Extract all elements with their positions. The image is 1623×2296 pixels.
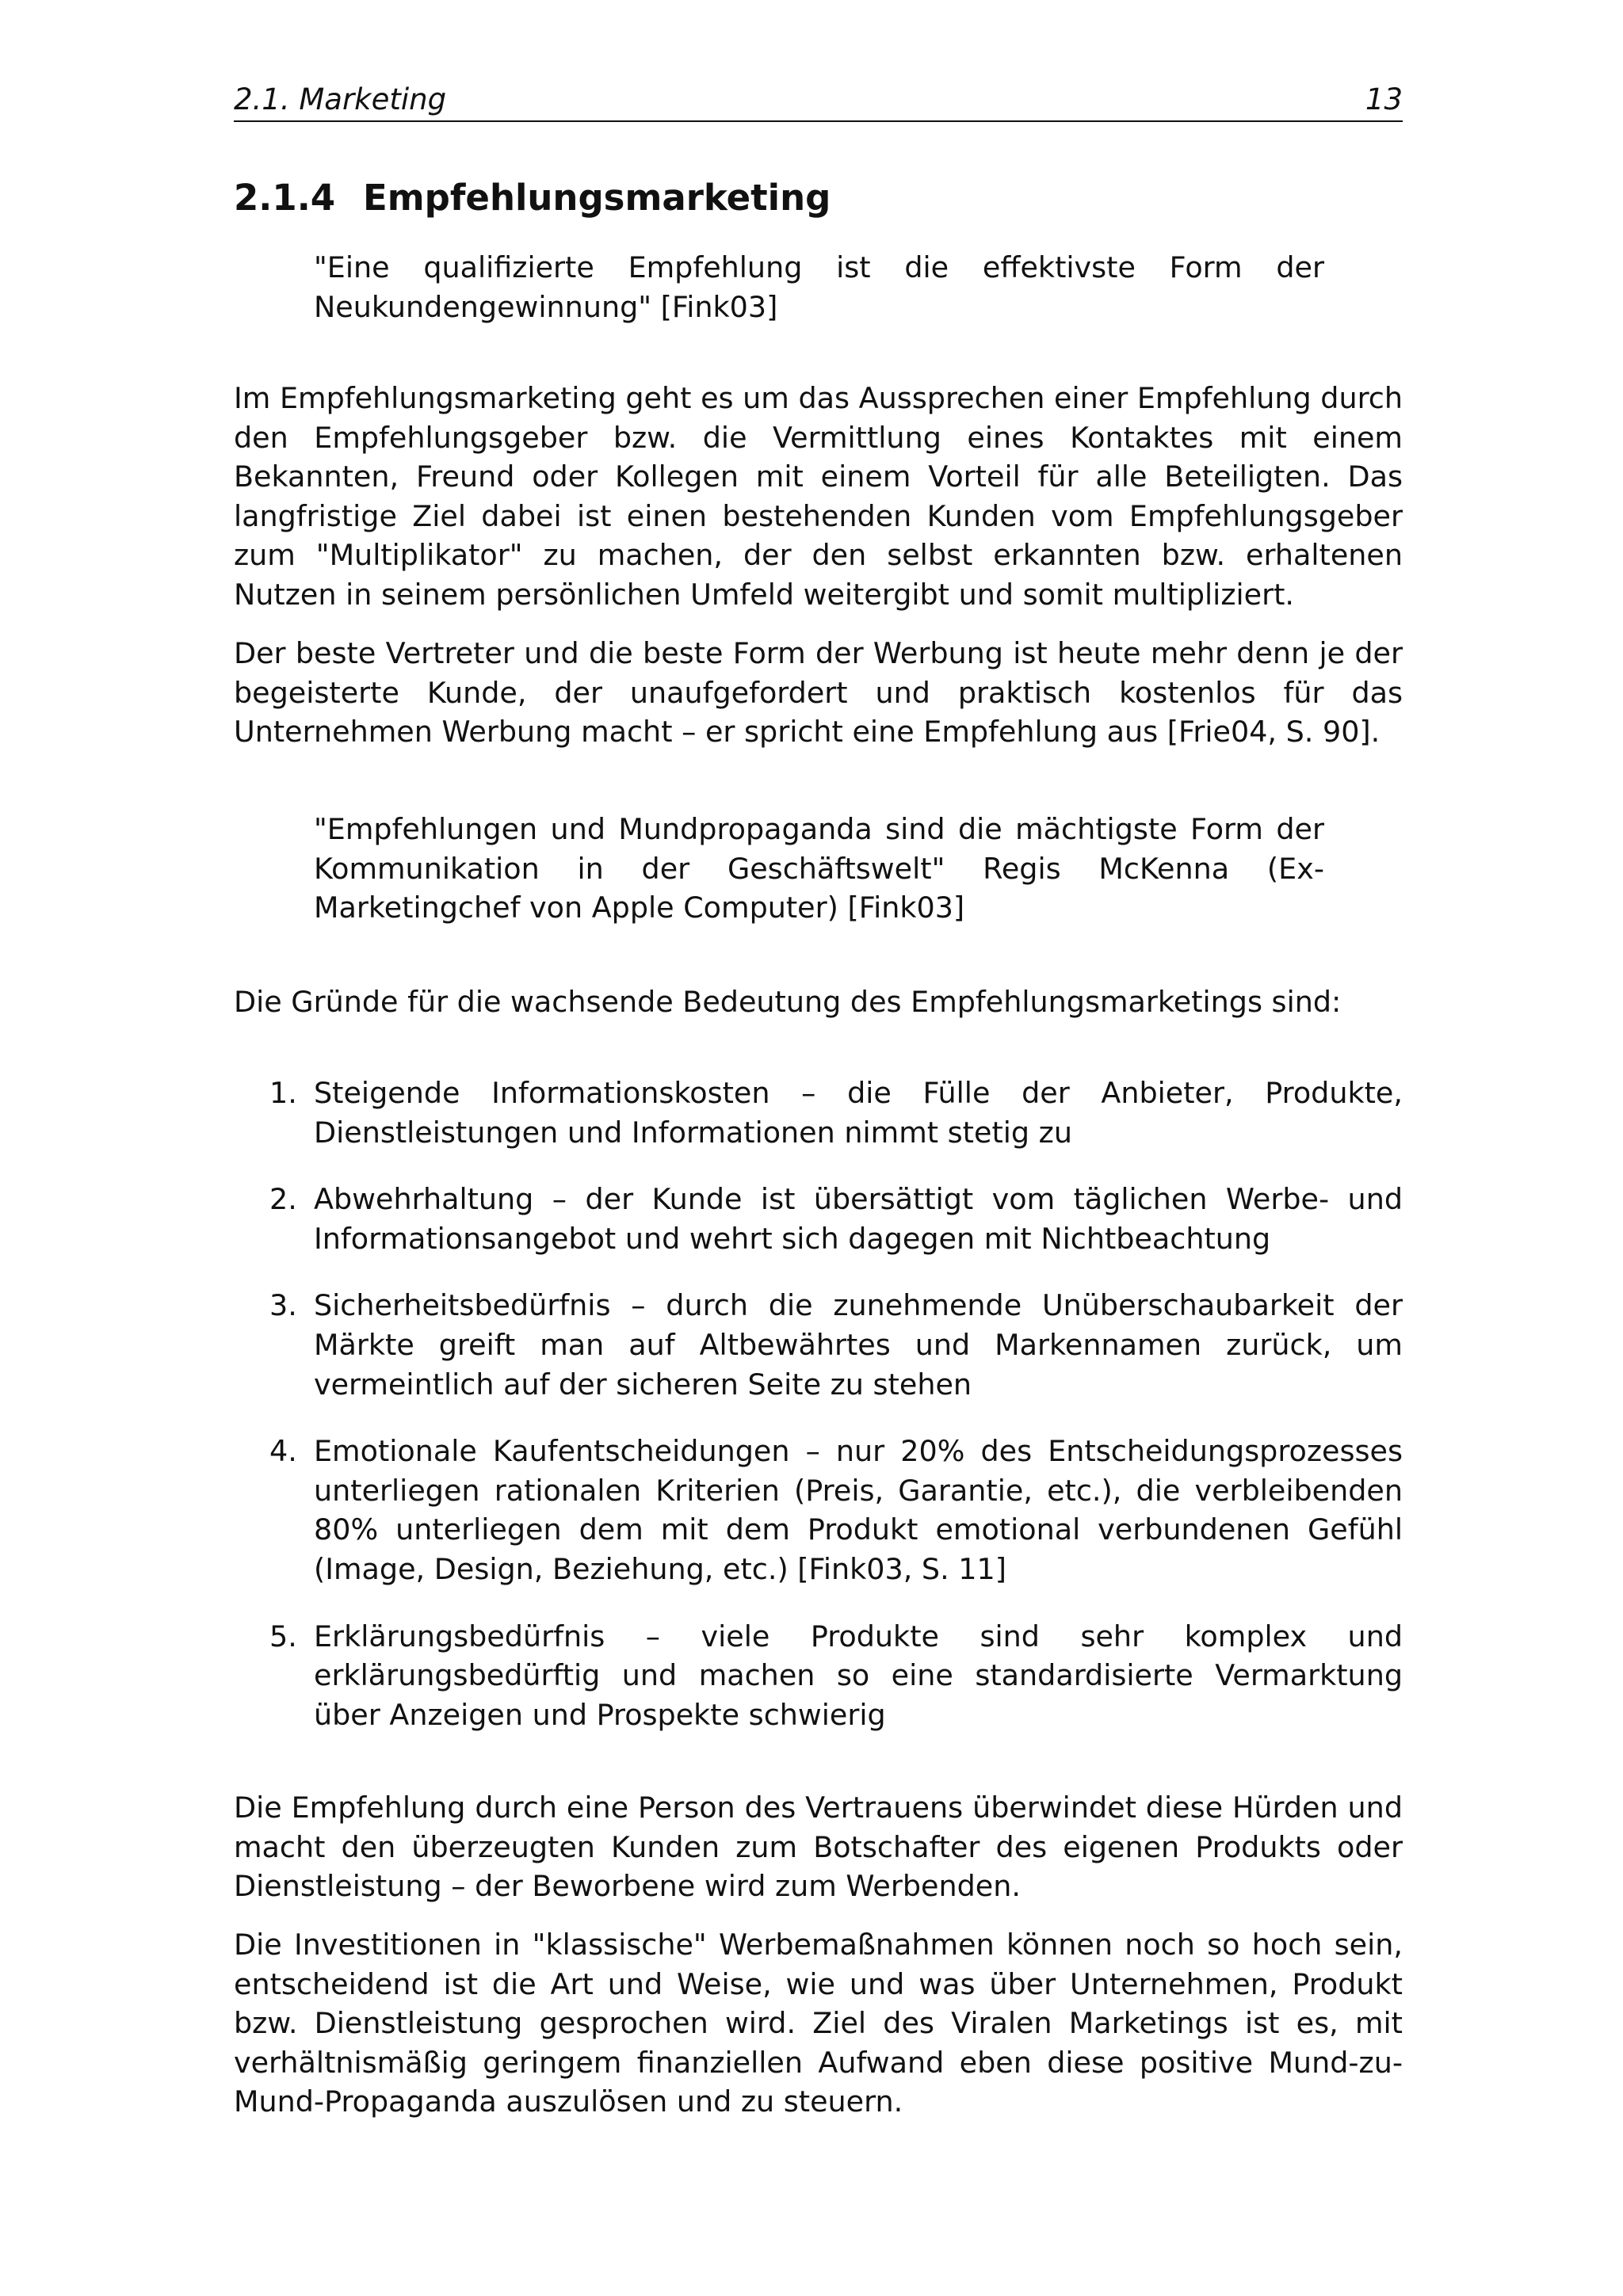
running-header — [234, 82, 1403, 122]
list-item-number: 5. — [269, 1619, 297, 1653]
section-number: 2.1.4 — [234, 177, 336, 219]
list-item — [234, 1432, 1403, 1589]
list-item — [234, 1074, 1403, 1152]
paragraph-intro: Im Empfehlungsmarketing geht es um das Aussprechen einer Empfehlung durch den Empfehlungsgeber bzw. die Vermittlung eines Kontaktes mit einem Bekannten, Freund oder Kollegen mit einem Vorteil für alle Beteiligten. Das langfristige Ziel dabei ist einen bestehenden Kunden vom Empfehlungsgeber zum "Multiplikator" zu machen, der den selbst erkannten bzw. erhaltenen Nutzen in seinem persönlichen Umfeld weitergibt und somit multipliziert. — [234, 381, 1403, 612]
page-number: 13 — [1365, 82, 1403, 116]
section-heading — [234, 176, 831, 220]
list-item-number: 4. — [269, 1434, 297, 1469]
header-section-title: 2.1. Marketing — [234, 82, 447, 116]
paragraph-gruende: Die Gründe für die wachsende Bedeutung des Empfehlungsmarketings sind: — [234, 985, 1342, 1019]
quote-fink: "Eine qualifizierte Empfehlung ist die effektivste Form der Neukundengewinnung" [Fink03] — [314, 250, 1324, 324]
reasons-list — [234, 1074, 1403, 1762]
list-item — [234, 1286, 1403, 1404]
list-item-number: 1. — [269, 1076, 297, 1110]
list-item-text: Sicherheitsbedürfnis – durch die zunehmende Unüberschaubarkeit der Märkte greift man auf Altbewährtes und Markennamen zurück, um vermeintlich auf der sicheren Seite zu stehen — [314, 1288, 1403, 1402]
list-item-number: 3. — [269, 1288, 297, 1323]
paragraph-vertreter: Der beste Vertreter und die beste Form der Werbung ist heute mehr denn je der begeisterte Kunde, der unaufgefordert und praktisch kostenlos für das Unternehmen Werbung macht – er spricht eine Empfehlung aus [Frie04, S. 90]. — [234, 636, 1403, 749]
section-title: Empfehlungsmarketing — [363, 177, 831, 219]
paragraph-empfehlung: Die Empfehlung durch eine Person des Vertrauens überwindet diese Hürden und macht den überzeugten Kunden zum Botschafter des eigenen Produkts oder Dienstleistung – der Beworbene wird zum Werbenden. — [234, 1791, 1403, 1904]
list-item-text: Steigende Informationskosten – die Fülle der Anbieter, Produkte, Dienstleistungen und Informationen nimmt stetig zu — [314, 1076, 1403, 1150]
list-item-number: 2. — [269, 1182, 297, 1217]
list-item-text: Abwehrhaltung – der Kunde ist übersättigt vom täglichen Werbe- und Informationsangebot und wehrt sich dagegen mit Nichtbeachtung — [314, 1182, 1403, 1256]
list-item-text: Erklärungsbedürfnis – viele Produkte sind sehr komplex und erklärungsbedürftig und machen so eine standardisierte Vermarktung über Anzeigen und Prospekte schwierig — [314, 1619, 1403, 1732]
list-item — [234, 1617, 1403, 1735]
list-item-text: Emotionale Kaufentscheidungen – nur 20% des Entscheidungsprozesses unterliegen rationalen Kriterien (Preis, Garantie, etc.), die verbleibenden 80% unterliegen dem mit dem Produkt emotional verbundenen Gefühl (Image, Design, Beziehung, etc.) [Fink03, S. 11] — [314, 1434, 1403, 1586]
quote-mckenna: "Empfehlungen und Mundpropaganda sind die mächtigste Form der Kommunikation in der Geschäftswelt" Regis McKenna (Ex-Marketingchef von Apple Computer) [Fink03] — [314, 812, 1324, 925]
paragraph-investitionen: Die Investitionen in "klassische" Werbemaßnahmen können noch so hoch sein, entscheidend ist die Art und Weise, wie und was über Unternehmen, Produkt bzw. Dienstleistung gesprochen wird. Ziel des Viralen Marketings ist es, mit verhältnismäßig geringem finanziellen Aufwand eben diese positive Mund-zu-Mund-Propaganda auszulösen und zu steuern. — [234, 1928, 1403, 2119]
list-item — [234, 1180, 1403, 1258]
